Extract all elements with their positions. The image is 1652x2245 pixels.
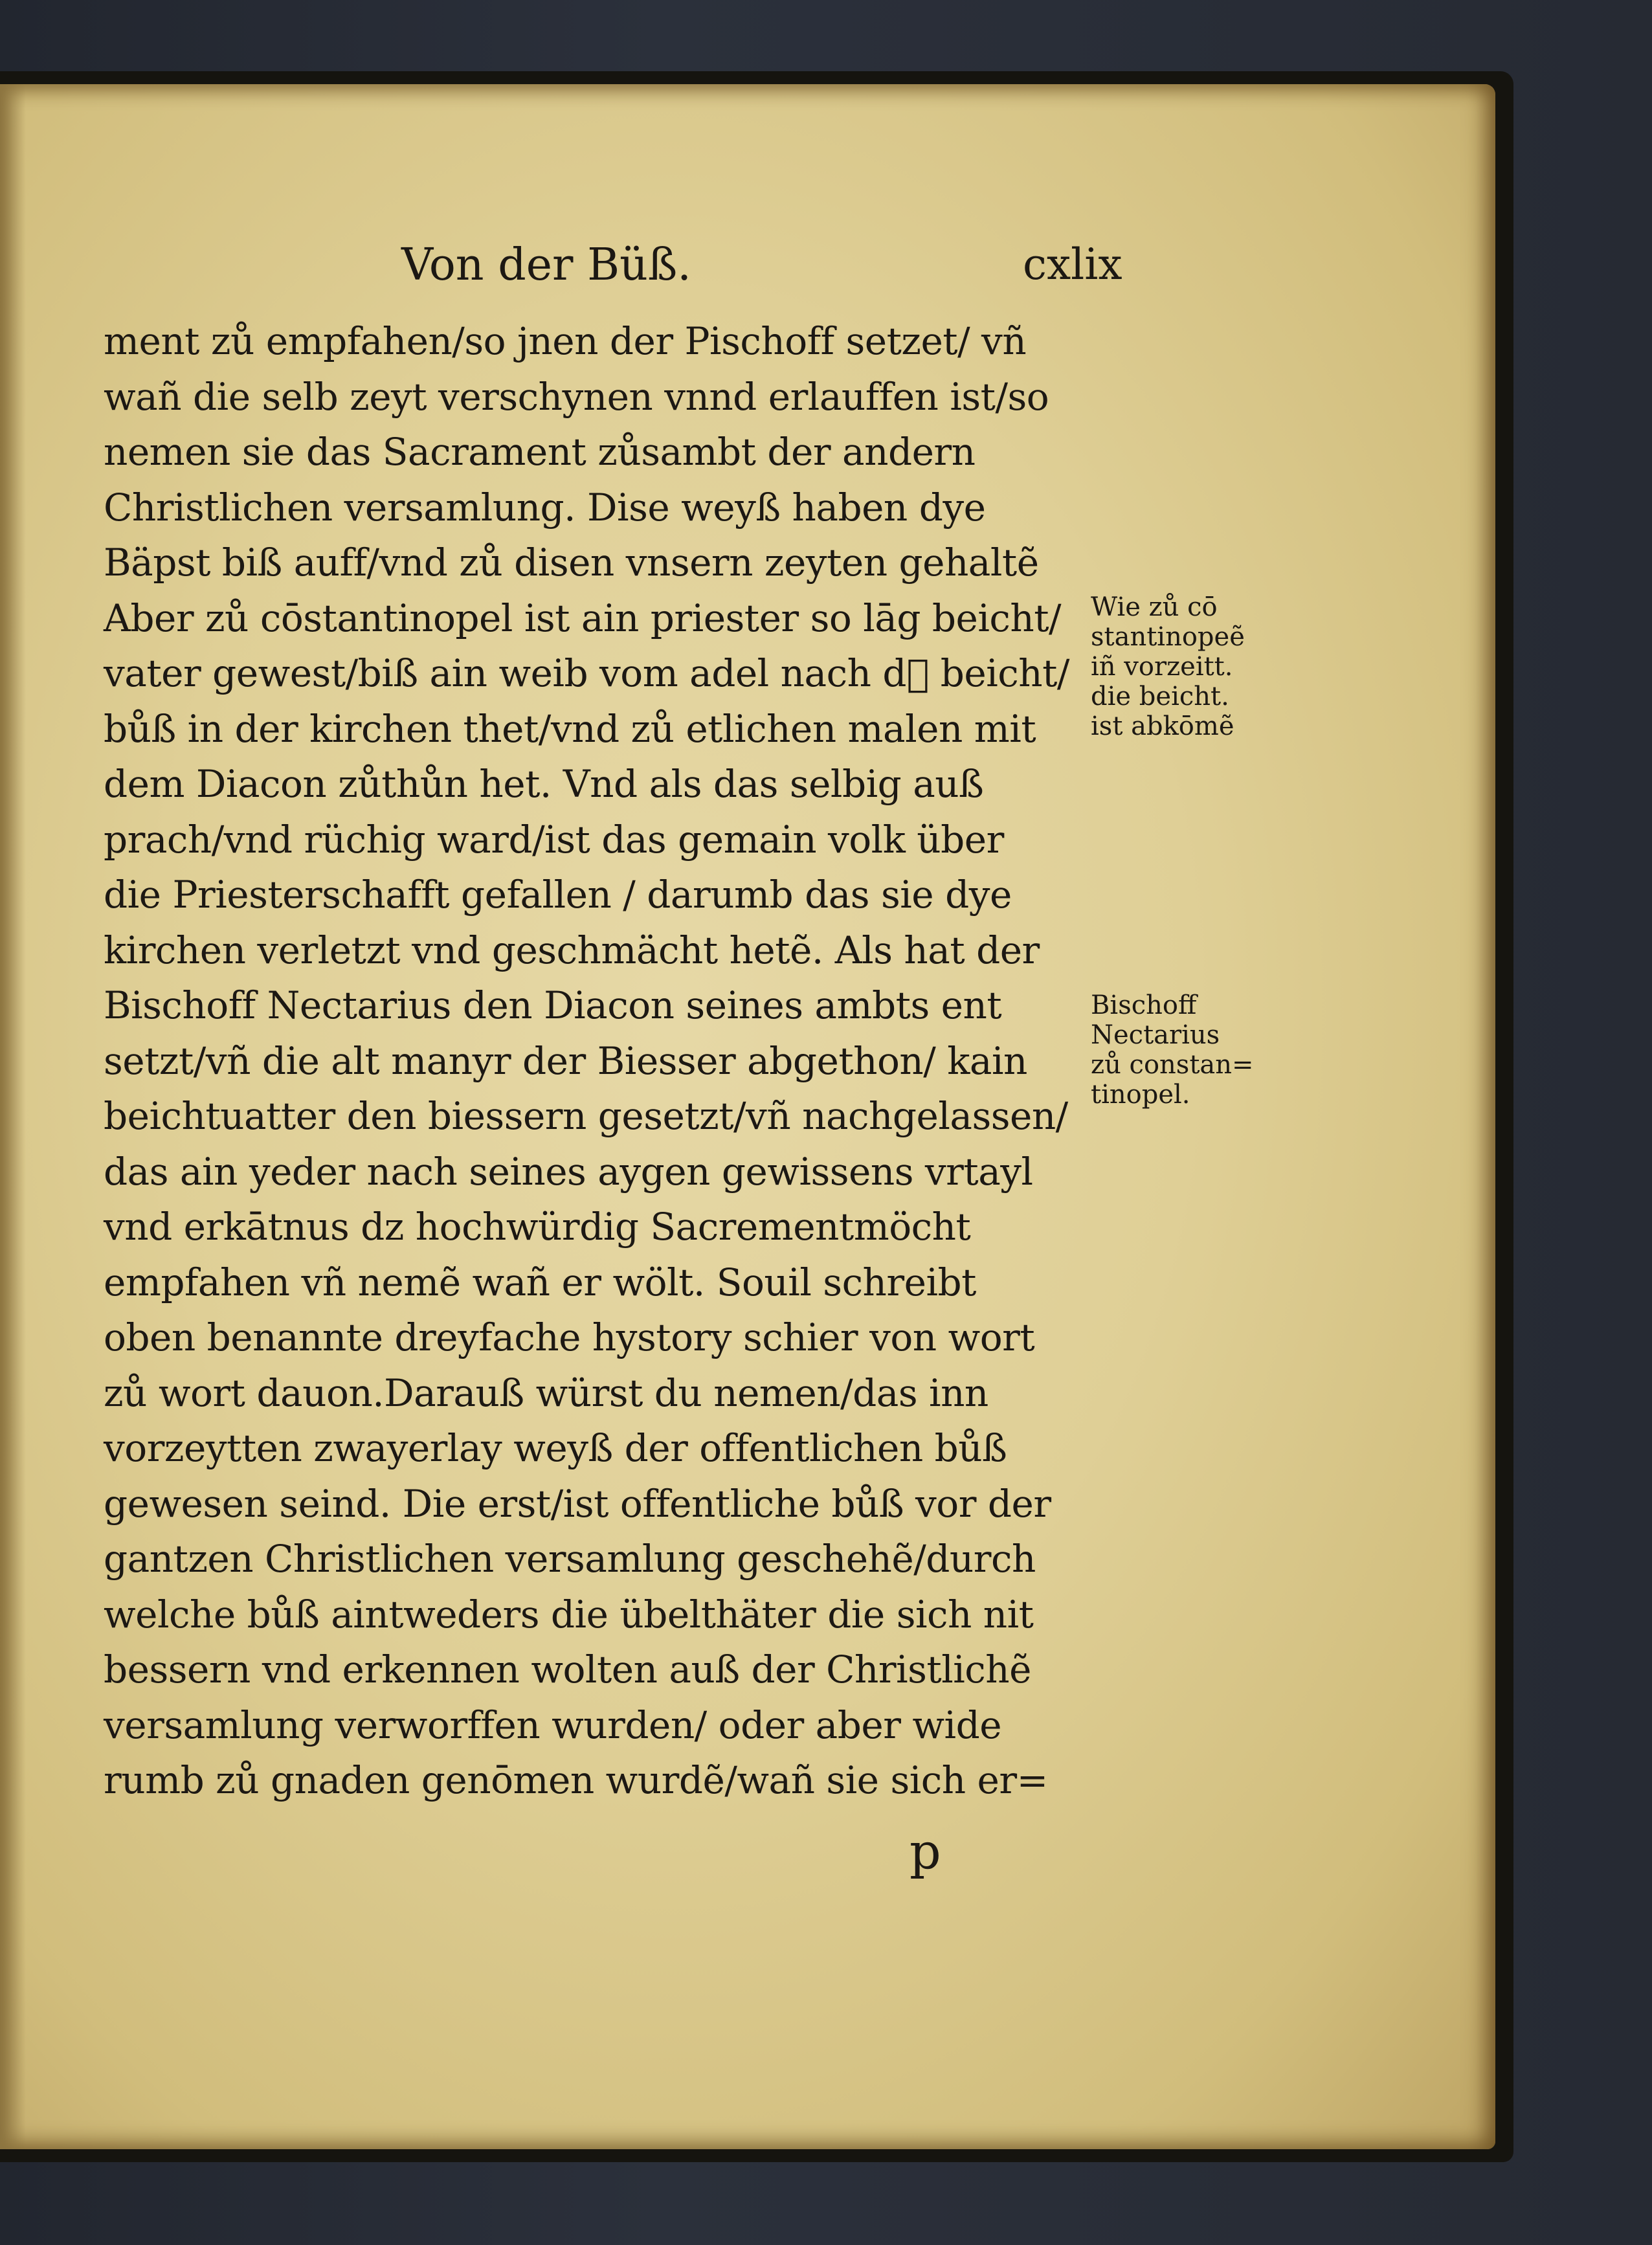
marginal-note-line: zů constan= (1091, 1050, 1254, 1080)
text-line: setzt/vñ die alt manyr der Biesser abgethon/ kain (104, 1038, 1027, 1083)
text-line: Bäpst biß auff/vnd zů disen vnsern zeyten gehaltẽ (104, 541, 1039, 585)
text-line: Christlichen versamlung. Dise weyß haben dye (104, 485, 986, 530)
page-gutter (0, 84, 26, 2149)
running-title: Von der Büß. (401, 240, 691, 291)
text-line: die Priesterschafft gefallen / darumb das sie dye (104, 873, 1012, 917)
marginal-note-line: tinopel. (1091, 1080, 1190, 1110)
text-line: dem Diacon zůthůn het. Vnd als das selbig auß (104, 762, 984, 806)
marginal-note-line: die beicht. (1091, 682, 1229, 711)
marginal-note-constantinople (1091, 592, 1245, 741)
main-text-block (104, 314, 1075, 1809)
text-line: oben benannte dreyfache hystory schier von wort (104, 1315, 1035, 1359)
text-line: gantzen Christlichen versamlung geschehẽ/durch (104, 1537, 1036, 1581)
text-line: ment zů empfahen/so jnen der Pischoff setzet/ vñ (104, 319, 1027, 363)
marginal-note-line: ist abkōmẽ (1091, 711, 1234, 741)
signature-mark: p (910, 1822, 941, 1880)
text-line: vnd erkātnus dz hochwürdig Sacrementmöcht (104, 1205, 971, 1249)
marginal-note-line: iñ vorzeitt. (1091, 652, 1233, 682)
text-line: gewesen seind. Die erst/ist offentliche bůß vor der (104, 1481, 1051, 1526)
text-line: nemen sie das Sacrament zůsambt der andern (104, 430, 976, 474)
text-line: bessern vnd erkennen wolten auß der Christlichẽ (104, 1647, 1031, 1692)
text-line: vorzeytten zwayerlay weyß der offentlichen bůß (104, 1426, 1007, 1470)
text-line: versamlung verworffen wurden/ oder aber wide (104, 1703, 1002, 1747)
text-line: wañ die selb zeyt verschynen vnnd erlauffen ist/so (104, 374, 1049, 419)
marginal-note-nectarius (1091, 990, 1254, 1110)
text-line: empfahen vñ nemẽ wañ er wölt. Souil schreibt (104, 1260, 976, 1304)
text-line: kirchen verletzt vnd geschmächt hetẽ. Als hat der (104, 928, 1040, 972)
text-line: das ain yeder nach seines aygen gewissens vrtayl (104, 1149, 1033, 1194)
text-line: prach/vnd rüchig ward/ist das gemain volk über (104, 817, 1004, 862)
folio-number: cxlix (1023, 240, 1122, 289)
text-line: welche bůß aintweders die übelthäter die sich nit (104, 1592, 1034, 1636)
text-line: Bischoff Nectarius den Diacon seines ambts ent (104, 983, 1002, 1027)
marginal-note-line: stantinopeẽ (1091, 622, 1245, 652)
text-line: Aber zů cōstantinopel ist ain priester so lāg beicht/ (104, 596, 1062, 640)
text-line: bůß in der kirchen thet/vnd zů etlichen malen mit (104, 706, 1036, 751)
marginal-note-line: Nectarius (1091, 1020, 1220, 1050)
text-line: beichtuatter den biessern gesetzt/vñ nachgelassen/ (104, 1094, 1068, 1138)
text-line: rumb zů gnaden genōmen wurdẽ/wañ sie sich er= (104, 1758, 1048, 1802)
text-line: vater gewest/biß ain weib vom adel nach d᷑ beicht/ (104, 651, 1069, 695)
marginal-note-line: Bischoff (1091, 990, 1197, 1020)
text-line: zů wort dauon.Darauß würst du nemen/das inn (104, 1370, 988, 1415)
marginal-note-line: Wie zů cō (1091, 592, 1218, 622)
